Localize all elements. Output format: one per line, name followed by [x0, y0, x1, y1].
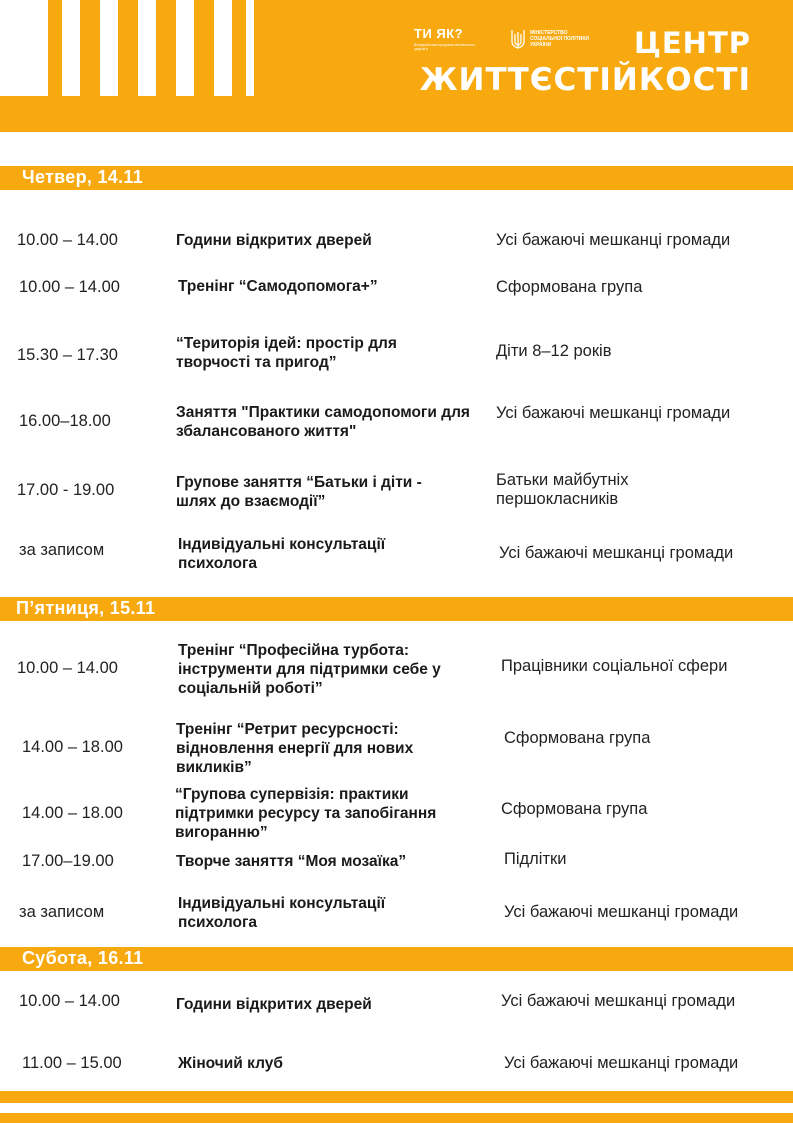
event-time: 11.00 – 15.00	[22, 1054, 122, 1072]
brand-title-line2: ЖИТТЄСТІЙКОСТІ	[419, 62, 751, 98]
event-time: 15.30 – 17.30	[17, 346, 118, 364]
event-time: 14.00 – 18.00	[22, 738, 123, 756]
event-audience: Усі бажаючі мешканці громади	[504, 903, 739, 921]
event-audience: Усі бажаючі мешканці громади	[496, 231, 731, 249]
decor-stripe	[214, 0, 232, 96]
event-title: Години відкритих дверей	[176, 232, 372, 249]
event-time: 10.00 – 14.00	[17, 231, 118, 249]
day-label: Четвер, 14.11	[22, 167, 144, 187]
decor-stripe	[62, 0, 80, 96]
event-audience: Сформована група	[501, 800, 648, 818]
event-title: Жіночий клуб	[178, 1055, 283, 1072]
event-title: “Територія ідей: простір для творчості та пригод”	[176, 335, 397, 371]
footer-stripe	[0, 1091, 793, 1103]
event-audience: Батьки майбутніх першокласників	[496, 471, 629, 508]
event-audience: Усі бажаючі мешканці громади	[501, 992, 736, 1010]
event-title: Індивідуальні консультації психолога	[178, 895, 386, 931]
event-title: “Групова супервізія: практики підтримки ресурсу та запобігання вигоранню”	[175, 786, 437, 841]
event-title: Заняття "Практики самодопомоги для збалансованого життя"	[176, 404, 470, 440]
event-time: 10.00 – 14.00	[17, 659, 118, 677]
decor-stripe	[0, 0, 48, 96]
event-title: Індивідуальні консультації психолога	[178, 536, 386, 572]
ty-yak-logo-text: ТИ ЯК?	[414, 26, 464, 41]
event-audience: Працівники соціальної сфери	[501, 657, 728, 675]
event-audience: Підлітки	[504, 850, 567, 868]
event-time: 17.00–19.00	[22, 852, 114, 870]
event-time: за записом	[19, 903, 105, 921]
decor-stripe	[246, 0, 254, 96]
event-title: Групове заняття “Батьки і діти - шлях до взаємодії”	[176, 474, 422, 510]
event-time: 16.00–18.00	[19, 412, 111, 430]
trident-icon	[510, 28, 526, 50]
footer-stripe	[0, 1113, 793, 1123]
ministry-logo	[510, 26, 600, 52]
ty-yak-logo-sub: Всеукраїнська програма ментального здоров'я	[414, 43, 476, 51]
event-time: за записом	[19, 541, 105, 559]
event-time: 10.00 – 14.00	[19, 278, 120, 296]
event-audience: Діти 8–12 років	[496, 342, 612, 360]
event-time: 17.00 - 19.00	[17, 481, 115, 499]
event-audience: Усі бажаючі мешканці громади	[496, 404, 731, 422]
event-title: Тренінг “Самодопомога+”	[178, 278, 378, 295]
header-banner	[0, 0, 793, 132]
decor-stripe	[100, 0, 118, 96]
event-title: Тренінг “Професійна турбота: інструменти для підтримки себе у соціальній роботі”	[178, 642, 441, 697]
event-time: 10.00 – 14.00	[19, 992, 120, 1010]
event-title: Тренінг “Ретрит ресурсності: відновлення енергії для нових викликів”	[176, 721, 414, 776]
day-label: Субота, 16.11	[22, 948, 144, 968]
brand-title-line1: ЦЕНТР	[633, 26, 751, 60]
decor-stripe	[138, 0, 156, 96]
ministry-logo-text: МІНІСТЕРСТВО СОЦІАЛЬНОЇ ПОЛІТИКИ УКРАЇНИ	[530, 30, 590, 48]
event-title: Години відкритих дверей	[176, 996, 372, 1013]
event-audience: Сформована група	[504, 729, 651, 747]
event-audience: Усі бажаючі мешканці громади	[504, 1054, 739, 1072]
event-audience: Усі бажаючі мешканці громади	[499, 544, 734, 562]
event-time: 14.00 – 18.00	[22, 804, 123, 822]
decor-stripe	[176, 0, 194, 96]
event-audience: Сформована група	[496, 278, 643, 296]
ty-yak-logo	[414, 26, 484, 51]
day-label: П’ятниця, 15.11	[16, 598, 156, 618]
event-title: Творче заняття “Моя мозаїка”	[176, 853, 407, 870]
